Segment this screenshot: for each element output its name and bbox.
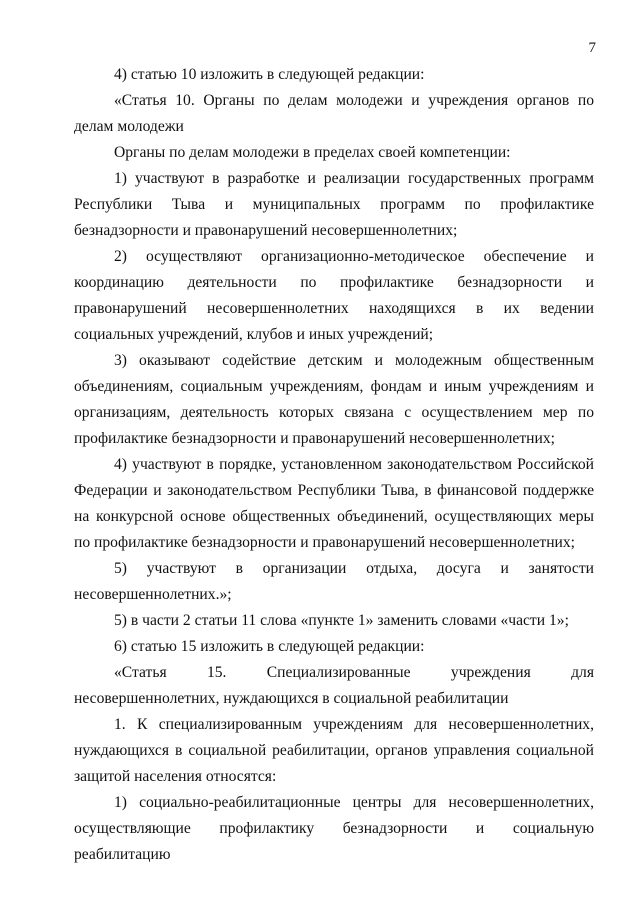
paragraph: «Статья 10. Органы по делам молодежи и учреждения органов по делам молодежи [74,92,594,135]
paragraph: 1) участвуют в разработке и реализации государственных программ Республики Тыва и муниципальных программ по профилактике безнадзорности и правонарушений несовершеннолетних; [74,170,594,239]
paragraph: 4) участвуют в порядке, установленном законодательством Российской Федерации и законодательством Республики Тыва, в финансовой поддержке на конкурсной основе общественных объединений, осуществляющих меры по профилактике безнадзорности и правонарушений несовершеннолетних; [74,456,594,551]
paragraph: 1) социально-реабилитационные центры для несовершеннолетних, осуществляющие профилактику безнадзорности и социальную реабилитацию [74,794,594,863]
paragraph: 5) в части 2 статьи 11 слова «пункте 1» заменить словами «части 1»; [114,612,569,629]
paragraph: 3) оказывают содействие детским и молодежным общественным объединениям, социальным учреждениям, фондам и иным учреждениям и организациям, деятельность которых связана с осуществлением мер по профилактике безнадзорности и правонарушений несовершеннолетних; [74,352,594,447]
paragraph: 4) статью 10 изложить в следующей редакции: [114,66,425,83]
paragraph: 5) участвуют в организации отдыха, досуга и занятости несовершеннолетних.»; [74,560,594,603]
page-number: 7 [588,40,596,56]
paragraph: Органы по делам молодежи в пределах своей компетенции: [114,144,511,161]
paragraph: 2) осуществляют организационно-методическое обеспечение и координацию деятельности по профилактике безнадзорности и правонарушений несовершеннолетних находящихся в их ведении социальных учреждений, клубов и иных учреждений; [74,248,594,343]
paragraph: 6) статью 15 изложить в следующей редакции: [114,638,425,655]
document-body [74,62,594,868]
paragraph: 1. К специализированным учреждениям для несовершеннолетних, нуждающихся в социальной реабилитации, органов управления социальной защитой населения относятся: [74,716,594,785]
paragraph: «Статья 15. Специализированные учреждения для несовершеннолетних, нуждающихся в социальной реабилитации [74,664,594,707]
